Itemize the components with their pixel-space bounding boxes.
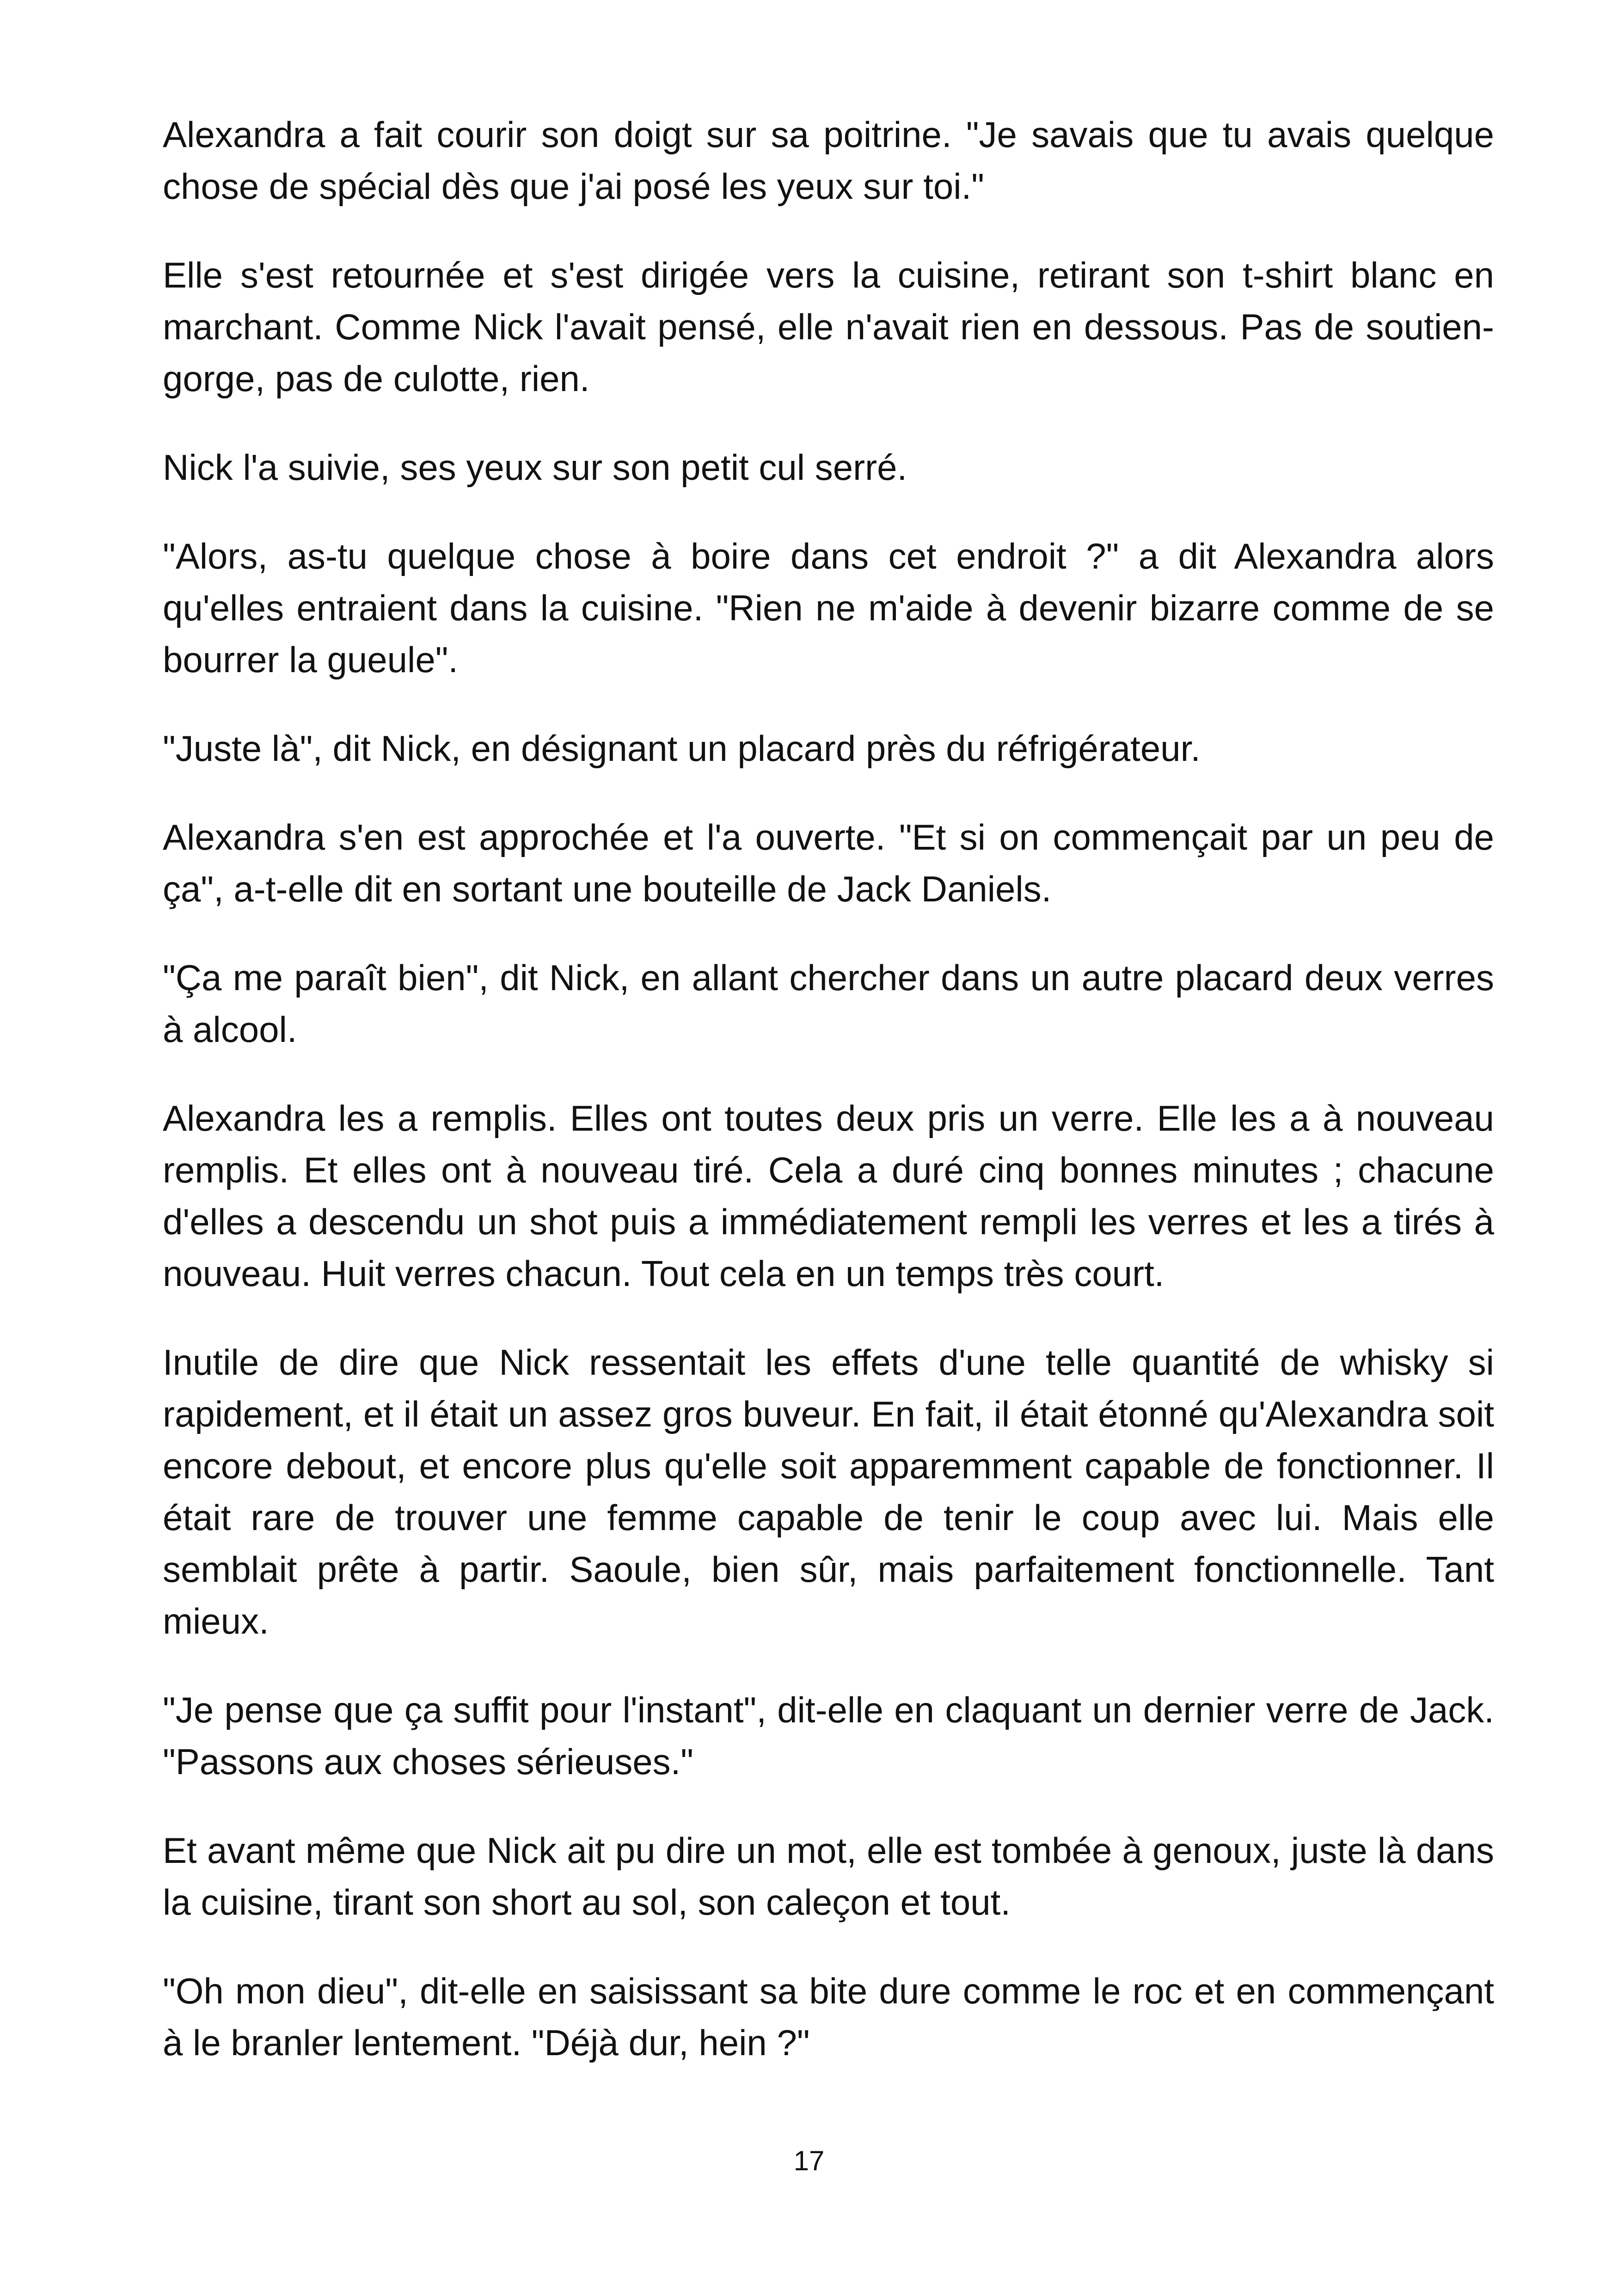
paragraph: "Oh mon dieu", dit-elle en saisissant sa bite dure comme le roc et en commençant à le branler lentement. "Déjà dur, hein ?" xyxy=(163,1971,1494,2063)
paragraph: Alexandra s'en est approchée et l'a ouverte. "Et si on commençait par un peu de ça", a-t-elle dit en sortant une bouteille de Jack Daniels. xyxy=(163,817,1494,909)
paragraph: Elle s'est retournée et s'est dirigée vers la cuisine, retirant son t-shirt blanc en marchant. Comme Nick l'avait pensé, elle n'avait rien en dessous. Pas de soutien-gorge, pas de culotte, rien. xyxy=(163,255,1494,399)
paragraph: "Alors, as-tu quelque chose à boire dans cet endroit ?" a dit Alexandra alors qu'elles entraient dans la cuisine. "Rien ne m'aide à devenir bizarre comme de se bourrer la gueule". xyxy=(163,536,1494,680)
paragraph: Alexandra les a remplis. Elles ont toutes deux pris un verre. Elle les a à nouveau remplis. Et elles ont à nouveau tiré. Cela a duré cinq bonnes minutes ; chacune d'elles a descendu un shot puis a immédiatement rempli les verres et les a tirés à nouveau. Huit verres chacun. Tout cela en un temps très court. xyxy=(163,1098,1494,1294)
paragraph: Inutile de dire que Nick ressentait les effets d'une telle quantité de whisky si rapidement, et il était un assez gros buveur. En fait, il était étonné qu'Alexandra soit encore debout, et encore plus qu'elle soit apparemment capable de fonctionner. Il était rare de trouver une femme capable de tenir le coup avec lui. Mais elle semblait prête à partir. Saoule, bien sûr, mais parfaitement fonctionnelle. Tant mieux. xyxy=(163,1342,1494,1641)
paragraph: Nick l'a suivie, ses yeux sur son petit cul serré. xyxy=(163,447,907,488)
paragraph: "Je pense que ça suffit pour l'instant", dit-elle en claquant un dernier verre de Jack. "Passons aux choses sérieuses." xyxy=(163,1690,1494,1782)
paragraph: Alexandra a fait courir son doigt sur sa poitrine. "Je savais que tu avais quelque chose de spécial dès que j'ai posé les yeux sur toi." xyxy=(163,114,1494,207)
paragraph: "Juste là", dit Nick, en désignant un placard près du réfrigérateur. xyxy=(163,728,1201,769)
paragraph: "Ça me paraît bien", dit Nick, en allant chercher dans un autre placard deux verres à alcool. xyxy=(163,957,1494,1050)
text-body xyxy=(163,109,1494,2106)
paragraph: Et avant même que Nick ait pu dire un mot, elle est tombée à genoux, juste là dans la cuisine, tirant son short au sol, son caleçon et tout. xyxy=(163,1830,1494,1923)
page-number: 17 xyxy=(793,2145,825,2176)
